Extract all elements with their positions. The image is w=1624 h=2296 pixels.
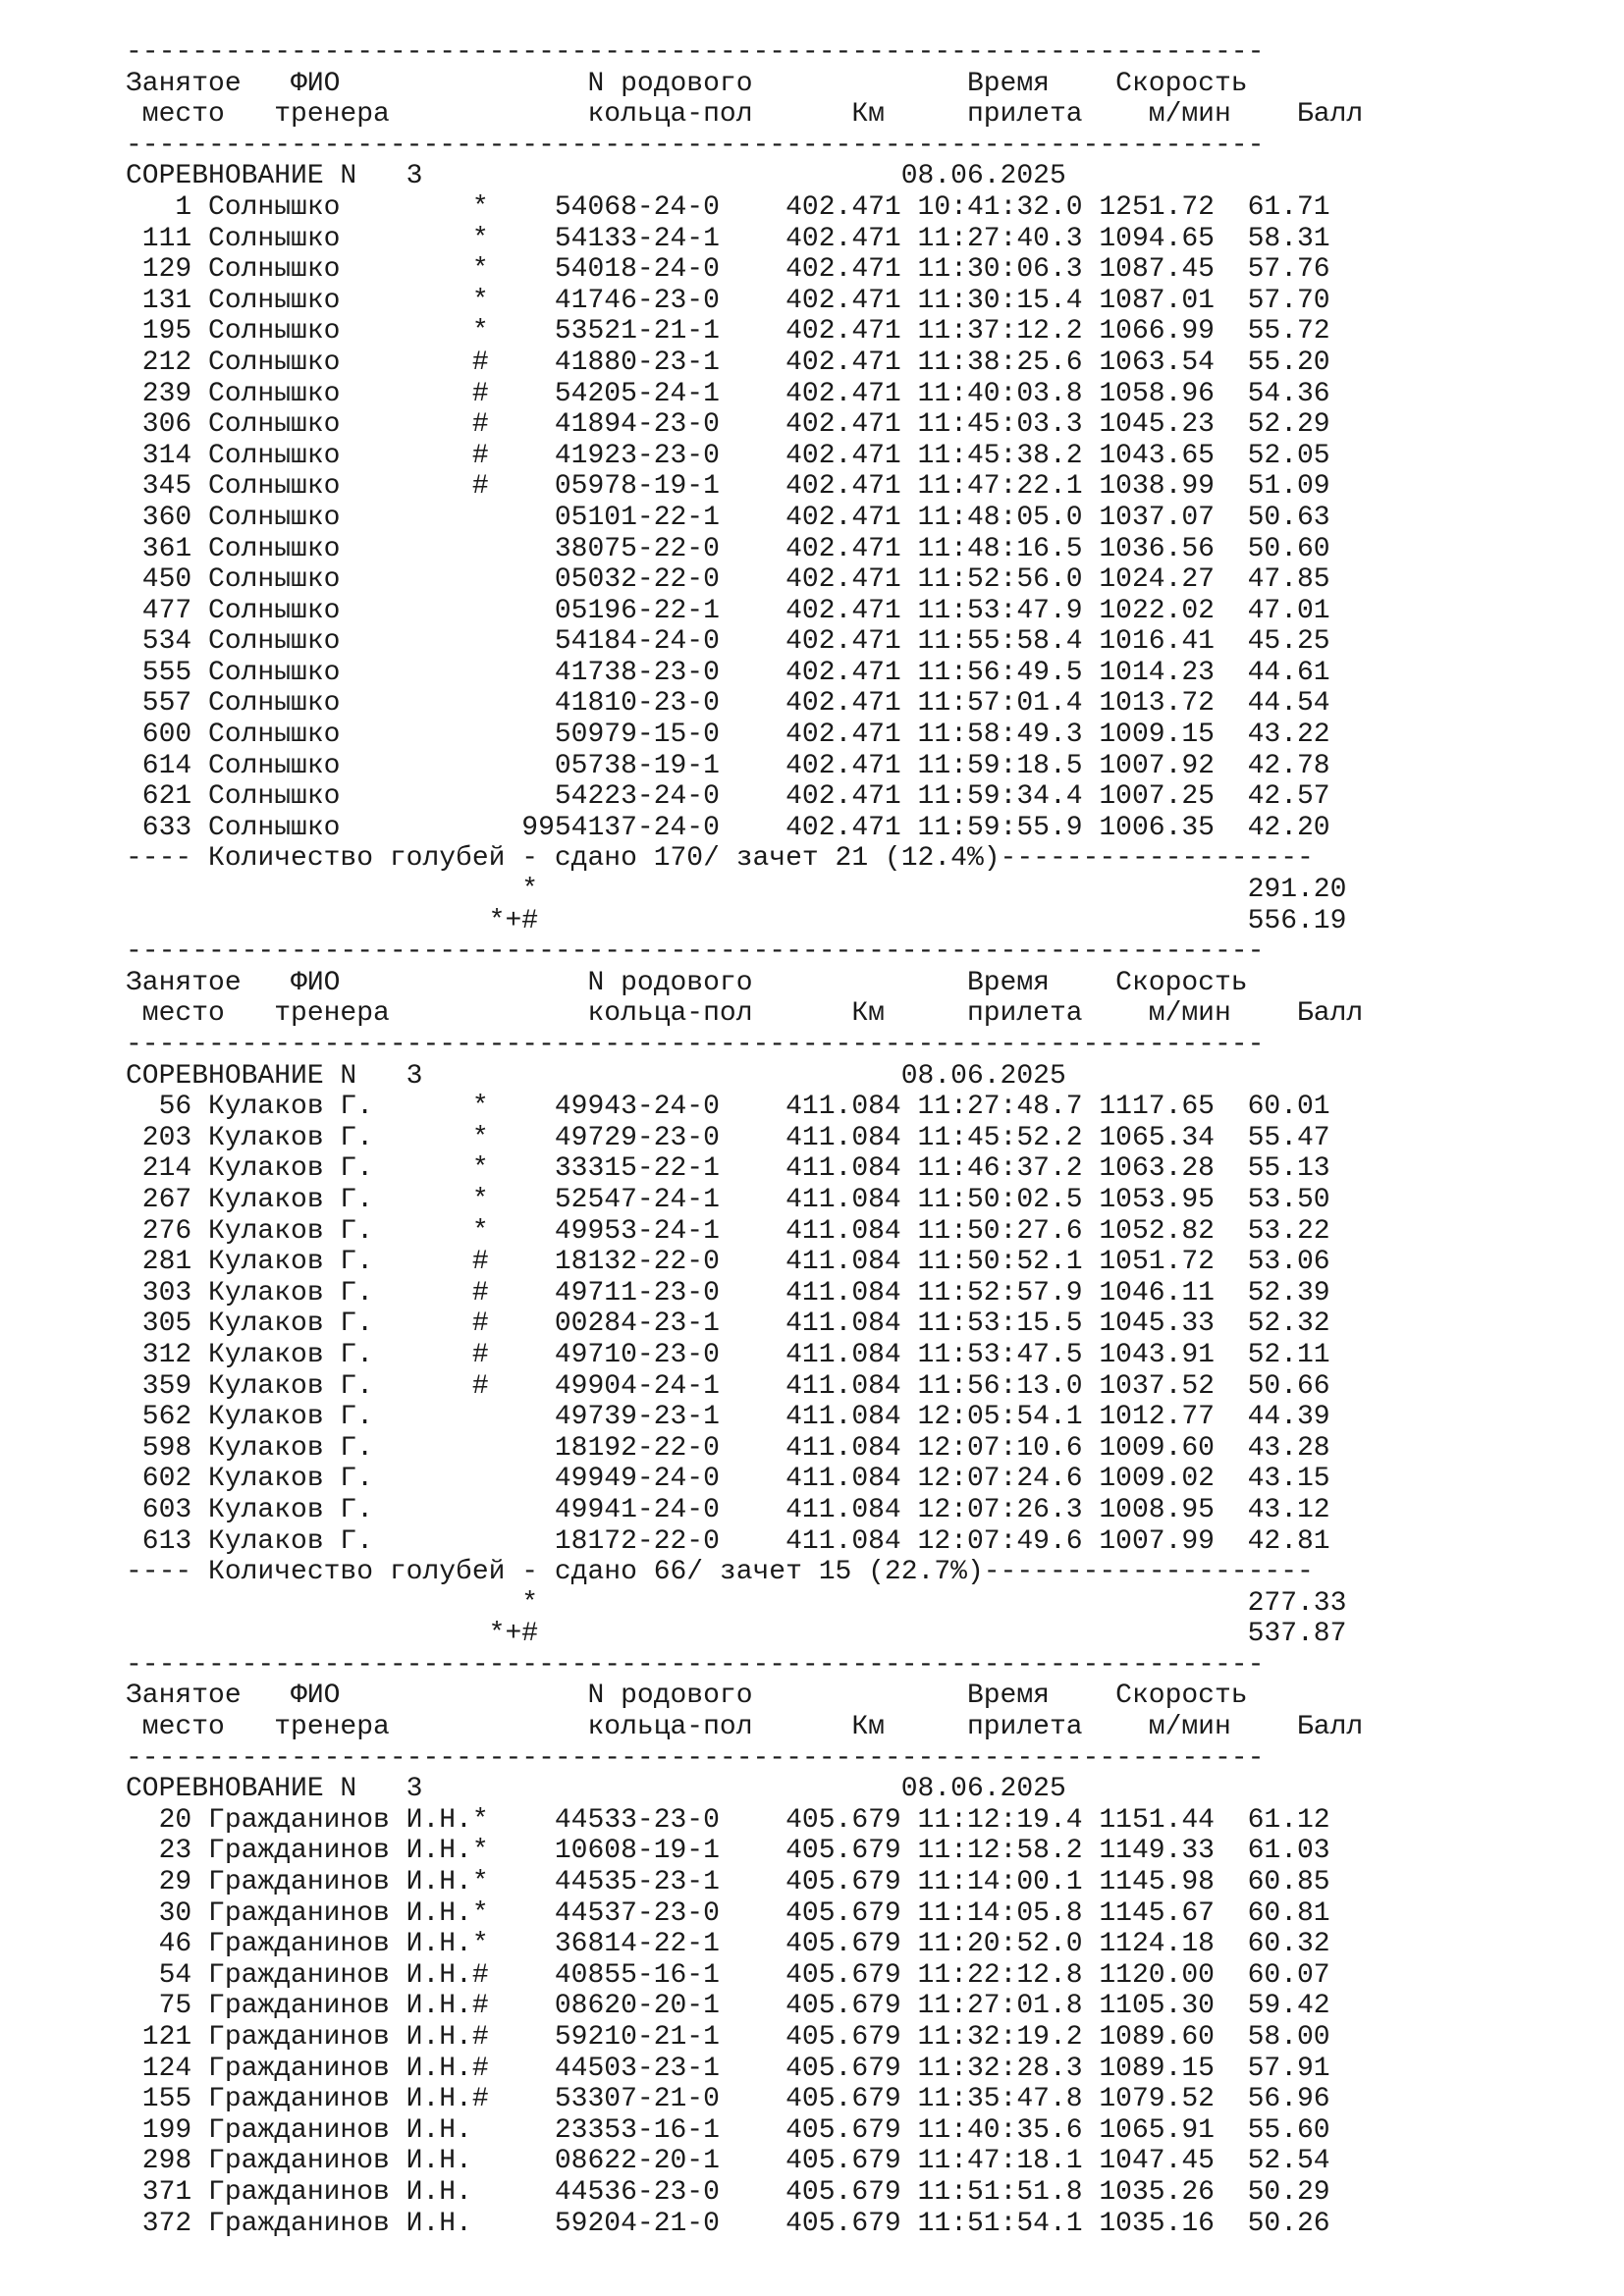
report-line: --------------------------------------------------------------------- [126,130,1265,161]
report-line: 614 Солнышко 05738-19-1 402.471 11:59:18.5 1007.92 42.78 [126,750,1330,781]
report-line: --------------------------------------------------------------------- [126,1030,1265,1060]
report-line: 314 Солнышко # 41923-23-0 402.471 11:45:38.2 1043.65 52.05 [126,440,1330,471]
report-line: 131 Солнышко * 41746-23-0 402.471 11:30:15.4 1087.01 57.70 [126,285,1330,316]
report-line: 345 Солнышко # 05978-19-1 402.471 11:47:22.1 1038.99 51.09 [126,471,1330,503]
report-line: 633 Солнышко 9954137-24-0 402.471 11:59:55.9 1006.35 42.20 [126,812,1330,843]
report-line: 111 Солнышко * 54133-24-1 402.471 11:27:40.3 1094.65 58.31 [126,223,1330,254]
report-line: 305 Кулаков Г. # 00284-23-1 411.084 11:53:15.5 1045.33 52.32 [126,1308,1330,1340]
report-line: 555 Солнышко 41738-23-0 402.471 11:56:49.5 1014.23 44.61 [126,657,1330,688]
report-line: --------------------------------------------------------------------- [126,1742,1265,1774]
report-line: место тренера кольца-пол Км прилета м/мин Балл [126,998,1364,1030]
report-line: СОРЕВНОВАНИЕ N 3 08.06.2025 [126,1060,1066,1092]
report-line: 129 Солнышко * 54018-24-0 402.471 11:30:06.3 1087.45 57.76 [126,254,1330,286]
report-line: 361 Солнышко 38075-22-0 402.471 11:48:16.5 1036.56 50.60 [126,533,1330,564]
report-line: 30 Гражданинов И.Н.* 44537-23-0 405.679 11:14:05.8 1145.67 60.81 [126,1897,1330,1929]
report-line: СОРЕВНОВАНИЕ N 3 08.06.2025 [126,1774,1066,1805]
report-line: 20 Гражданинов И.Н.* 44533-23-0 405.679 11:12:19.4 1151.44 61.12 [126,1804,1330,1836]
report-line: 372 Гражданинов И.Н. 59204-21-0 405.679 11:51:54.1 1035.16 50.26 [126,2208,1330,2239]
report-line: 613 Кулаков Г. 18172-22-0 411.084 12:07:49.6 1007.99 42.81 [126,1525,1330,1557]
report-line: 598 Кулаков Г. 18192-22-0 411.084 12:07:10.6 1009.60 43.28 [126,1432,1330,1464]
competition-results-report [126,37,1363,2239]
report-line: 212 Солнышко # 41880-23-1 402.471 11:38:25.6 1063.54 55.20 [126,347,1330,378]
report-line: 450 Солнышко 05032-22-0 402.471 11:52:56.0 1024.27 47.85 [126,564,1330,596]
report-line: 1 Солнышко * 54068-24-0 402.471 10:41:32.0 1251.72 61.71 [126,191,1330,223]
report-line: 281 Кулаков Г. # 18132-22-0 411.084 11:50:52.1 1051.72 53.06 [126,1247,1330,1278]
report-line: место тренера кольца-пол Км прилета м/мин Балл [126,99,1364,131]
report-line: * 291.20 [126,875,1347,906]
report-line: 54 Гражданинов И.Н.# 40855-16-1 405.679 11:22:12.8 1120.00 60.07 [126,1959,1330,1991]
report-line: 306 Солнышко # 41894-23-0 402.471 11:45:03.3 1045.23 52.29 [126,409,1330,441]
report-line: 371 Гражданинов И.Н. 44536-23-0 405.679 11:51:51.8 1035.26 50.29 [126,2176,1330,2208]
report-line: --------------------------------------------------------------------- [126,936,1265,968]
report-line: ---- Количество голубей - сдано 170/ зачет 21 (12.4%)------------------- [126,843,1314,875]
report-line: --------------------------------------------------------------------- [126,37,1265,68]
report-line: 56 Кулаков Г. * 49943-24-0 411.084 11:27:48.7 1117.65 60.01 [126,1092,1330,1123]
report-line: 155 Гражданинов И.Н.# 53307-21-0 405.679 11:35:47.8 1079.52 56.96 [126,2084,1330,2115]
report-line: --------------------------------------------------------------------- [126,1649,1265,1681]
report-line: 303 Кулаков Г. # 49711-23-0 411.084 11:52:57.9 1046.11 52.39 [126,1277,1330,1308]
report-line: 562 Кулаков Г. 49739-23-1 411.084 12:05:54.1 1012.77 44.39 [126,1402,1330,1433]
report-line: место тренера кольца-пол Км прилета м/мин Балл [126,1712,1364,1743]
report-line: 239 Солнышко # 54205-24-1 402.471 11:40:03.8 1058.96 54.36 [126,378,1330,409]
report-line: 359 Кулаков Г. # 49904-24-1 411.084 11:56:13.0 1037.52 50.66 [126,1370,1330,1402]
report-line: 199 Гражданинов И.Н. 23353-16-1 405.679 11:40:35.6 1065.91 55.60 [126,2114,1330,2146]
report-line: 267 Кулаков Г. * 52547-24-1 411.084 11:50:02.5 1053.95 53.50 [126,1184,1330,1215]
report-line: *+# 537.87 [126,1619,1347,1650]
report-line: 557 Солнышко 41810-23-0 402.471 11:57:01.4 1013.72 44.54 [126,688,1330,720]
report-line: 477 Солнышко 05196-22-1 402.471 11:53:47.9 1022.02 47.01 [126,595,1330,626]
report-line: ---- Количество голубей - сдано 66/ зачет 15 (22.7%)-------------------- [126,1557,1314,1588]
report-line: 214 Кулаков Г. * 33315-22-1 411.084 11:46:37.2 1063.28 55.13 [126,1153,1330,1185]
report-line: 75 Гражданинов И.Н.# 08620-20-1 405.679 11:27:01.8 1105.30 59.42 [126,1991,1330,2022]
report-line: 124 Гражданинов И.Н.# 44503-23-1 405.679 11:32:28.3 1089.15 57.91 [126,2053,1330,2084]
report-line: Занятое ФИО N родового Время Скорость [126,68,1248,99]
report-line: 603 Кулаков Г. 49941-24-0 411.084 12:07:26.3 1008.95 43.12 [126,1494,1330,1525]
report-line: 621 Солнышко 54223-24-0 402.471 11:59:34.4 1007.25 42.57 [126,781,1330,813]
report-line: 360 Солнышко 05101-22-1 402.471 11:48:05.0 1037.07 50.63 [126,502,1330,533]
report-line: Занятое ФИО N родового Время Скорость [126,967,1248,998]
report-line: СОРЕВНОВАНИЕ N 3 08.06.2025 [126,161,1066,192]
report-line: 276 Кулаков Г. * 49953-24-1 411.084 11:50:27.6 1052.82 53.22 [126,1215,1330,1247]
report-line: 298 Гражданинов И.Н. 08622-20-1 405.679 11:47:18.1 1047.45 52.54 [126,2146,1330,2177]
report-line: *+# 556.19 [126,905,1347,936]
report-line: 600 Солнышко 50979-15-0 402.471 11:58:49.3 1009.15 43.22 [126,720,1330,751]
report-line: 23 Гражданинов И.Н.* 10608-19-1 405.679 11:12:58.2 1149.33 61.03 [126,1836,1330,1867]
report-line: 534 Солнышко 54184-24-0 402.471 11:55:58.4 1016.41 45.25 [126,626,1330,658]
report-line: 29 Гражданинов И.Н.* 44535-23-1 405.679 11:14:00.1 1145.98 60.85 [126,1867,1330,1898]
report-line: * 277.33 [126,1587,1347,1619]
report-line: 46 Гражданинов И.Н.* 36814-22-1 405.679 11:20:52.0 1124.18 60.32 [126,1929,1330,1960]
report-line: 602 Кулаков Г. 49949-24-0 411.084 12:07:24.6 1009.02 43.15 [126,1464,1330,1495]
report-line: 312 Кулаков Г. # 49710-23-0 411.084 11:53:47.5 1043.91 52.11 [126,1339,1330,1370]
report-line: 203 Кулаков Г. * 49729-23-0 411.084 11:45:52.2 1065.34 55.47 [126,1122,1330,1153]
report-line: 195 Солнышко * 53521-21-1 402.471 11:37:12.2 1066.99 55.72 [126,316,1330,347]
report-line: 121 Гражданинов И.Н.# 59210-21-1 405.679 11:32:19.2 1089.60 58.00 [126,2022,1330,2053]
report-line: Занятое ФИО N родового Время Скорость [126,1681,1248,1712]
